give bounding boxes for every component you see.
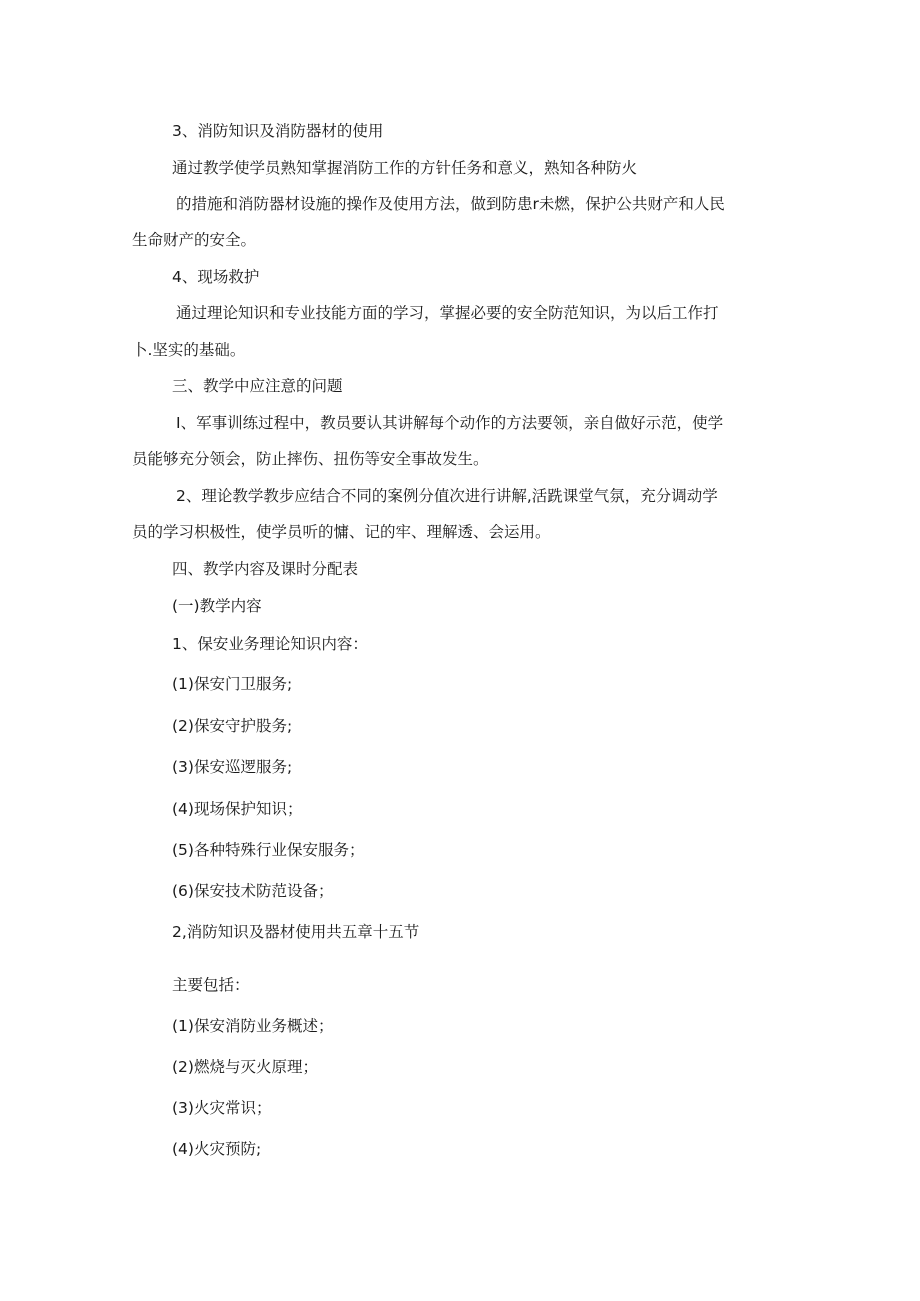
list-item: (5)各种特殊行业保安服务； xyxy=(172,841,365,859)
list-heading: 主要包括： xyxy=(172,976,250,994)
list-item: (3)保安巡逻服务; xyxy=(172,758,293,776)
list-item: (3)火灾常识； xyxy=(172,1099,272,1117)
paragraph-line: 生命财产的安全。 xyxy=(132,231,257,249)
list-item: (4)现场保护知识； xyxy=(172,800,303,818)
paragraph-line: 通过理论知识和专业技能方面的学习，掌握必要的安全防范知识，为以后工作打 xyxy=(176,304,719,322)
section-heading-3: 三、教学中应注意的问题 xyxy=(172,377,343,395)
section-heading-4: 四、教学内容及课时分配表 xyxy=(172,560,359,578)
paragraph-line: 2、理论教学教步应结合不同的案例分值次进行讲解,活跣课堂气氛，充分调动学 xyxy=(176,487,718,505)
list-heading: 2,消防知识及器材使用共五章十五节 xyxy=(172,923,420,941)
paragraph-line: 通过教学使学员熟知掌握消防工作的方针任务和意义，熟知各种防火 xyxy=(172,159,638,177)
list-item: (6)保安技术防范设备； xyxy=(172,882,334,900)
subsection-heading: (一)教学内容 xyxy=(172,597,262,615)
paragraph-line: 员能够充分领会，防止摔伤、扭伤等安全事故发生。 xyxy=(132,450,489,468)
list-item: (2)保安守护股务; xyxy=(172,717,293,735)
list-item: (1)保安门卫服务; xyxy=(172,675,293,693)
section-heading-rescue: 4、现场救护 xyxy=(172,268,260,286)
list-item: (1)保安消防业务概述； xyxy=(172,1017,334,1035)
section-heading-fire: 3、消防知识及消防器材的使用 xyxy=(172,122,384,140)
list-item: (4)火灾预防; xyxy=(172,1140,262,1158)
paragraph-line: 员的学习枳极性，使学员听的慵、记的牢、理解透、会运用。 xyxy=(132,523,551,541)
list-heading: 1、保安业务理论知识内容： xyxy=(172,635,368,653)
paragraph-line: 的措施和消防器材设施的操作及使用方法，做到防患r未燃，保护公共财产和人民 xyxy=(176,195,725,213)
paragraph-line: 卜.坚实的基础。 xyxy=(132,341,246,359)
list-item: (2)燃烧与灭火原理； xyxy=(172,1058,318,1076)
paragraph-line: I、军事训练过程中，教员要认其讲解每个动作的方法要领，亲自做好示范，使学 xyxy=(176,414,724,432)
